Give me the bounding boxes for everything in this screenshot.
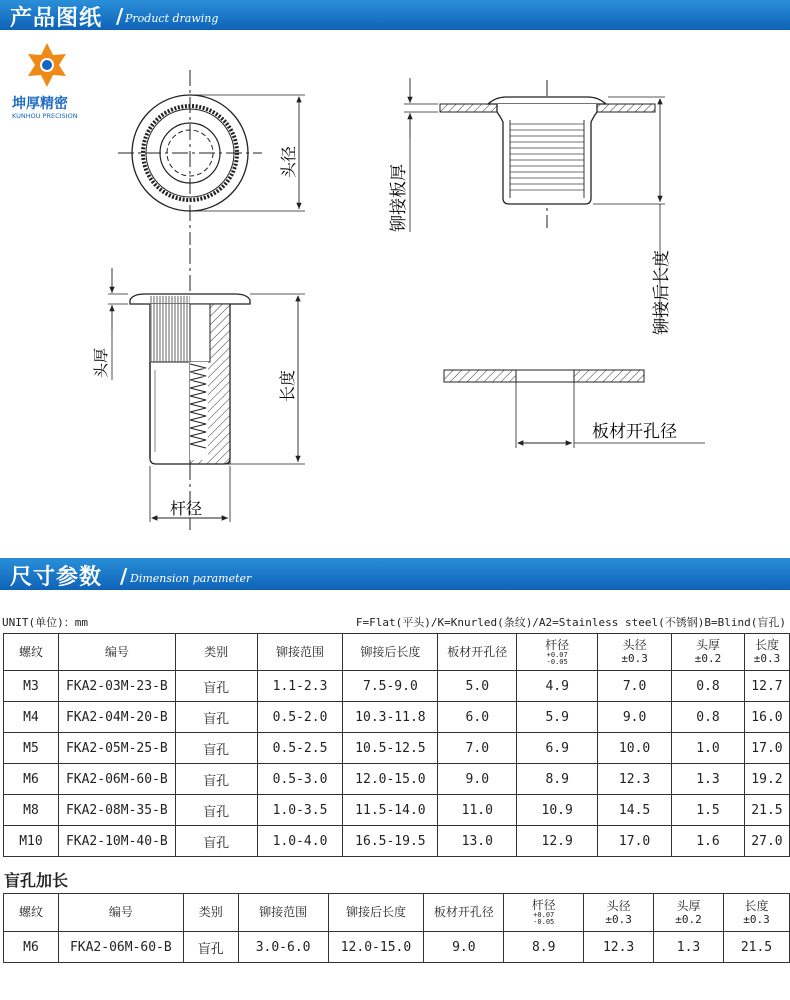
- head-dia-tol: ±0.3: [621, 652, 648, 665]
- cell-length: 12.7: [744, 671, 789, 702]
- cell-after-len: 12.0-15.0: [328, 932, 424, 963]
- cell-head-dia: 12.3: [598, 764, 672, 795]
- cell-shank: 12.9: [517, 826, 598, 857]
- length2-header-text: 长度: [744, 898, 769, 913]
- cell-head-dia: 9.0: [598, 702, 672, 733]
- shank-tol-plus: +0.07: [546, 650, 568, 659]
- col-grip-range: 铆接范围: [257, 634, 343, 671]
- col-shank-diameter: [517, 634, 598, 671]
- head-thickness-label: 头厚: [92, 347, 110, 378]
- cell-grip: 1.0-3.5: [257, 795, 343, 826]
- installed-view: [389, 78, 672, 335]
- extended-dimension-table: [3, 893, 790, 963]
- cell-head-dia: 14.5: [598, 795, 672, 826]
- col-head-diameter: [598, 634, 672, 671]
- cell-hole: 9.0: [424, 932, 504, 963]
- table-row: [4, 795, 790, 826]
- cell-type: 盲孔: [175, 702, 257, 733]
- star-logo-icon: [28, 43, 66, 87]
- cell-length: 19.2: [744, 764, 789, 795]
- cell-head-thick: 0.8: [672, 702, 745, 733]
- col2-length: [723, 894, 789, 932]
- logo-name-cn: 坤厚精密: [12, 96, 68, 112]
- col2-code: 编号: [58, 894, 183, 932]
- col-head-thickness: [672, 634, 745, 671]
- logo-name-en: KUNHOU PRECISION: [12, 112, 78, 120]
- cell-code: FKA2-08M-35-B: [58, 795, 175, 826]
- col2-grip-range: 铆接范围: [238, 894, 328, 932]
- head-dia2-header-text: 头径: [606, 898, 631, 913]
- cell-thread: M5: [4, 733, 59, 764]
- table-row: [4, 671, 790, 702]
- cell-length: 21.5: [723, 932, 789, 963]
- cell-hole: 11.0: [438, 795, 517, 826]
- cell-hole: 6.0: [438, 702, 517, 733]
- length-label: 长度: [278, 369, 297, 402]
- cell-length: 17.0: [744, 733, 789, 764]
- length-after-riveting-label: 铆接后长度: [652, 250, 672, 335]
- banner-title-en: Product drawing: [125, 12, 219, 25]
- shank2-tol-minus: -0.05: [533, 918, 555, 926]
- col2-shank-diameter: [504, 894, 584, 932]
- shank2-tol-plus: +0.07: [533, 911, 555, 919]
- col-length-after: 铆接后长度: [343, 634, 438, 671]
- cell-head-thick: 1.3: [654, 932, 724, 963]
- length-header-text: 长度: [754, 638, 779, 652]
- cell-head-dia: 10.0: [598, 733, 672, 764]
- shank2-header-text: 杆径: [531, 898, 556, 912]
- table-row: [4, 826, 790, 857]
- cell-code: FKA2-03M-23-B: [58, 671, 175, 702]
- cell-thread: M6: [4, 932, 59, 963]
- col2-thread: 螺纹: [4, 894, 59, 932]
- banner-title-cn: 产品图纸: [10, 5, 103, 31]
- cell-shank: 5.9: [517, 702, 598, 733]
- cell-grip: 0.5-2.5: [257, 733, 343, 764]
- shank-tol-minus: -0.05: [546, 657, 568, 666]
- shank-header-text: 杆径: [545, 637, 570, 652]
- top-view: [118, 70, 305, 245]
- table2-header-row: [4, 894, 790, 932]
- cell-hole: 5.0: [438, 671, 517, 702]
- dimension-table: [3, 633, 790, 857]
- cell-after-len: 10.5-12.5: [343, 733, 438, 764]
- product-drawing-banner: 产品图纸 / Product drawing: [0, 0, 790, 30]
- col-length: [744, 634, 789, 671]
- cell-type: 盲孔: [175, 826, 257, 857]
- length-tol: ±0.3: [753, 652, 781, 665]
- plate-thickness-label: 铆接板厚: [389, 164, 409, 232]
- cell-head-dia: 7.0: [598, 671, 672, 702]
- cell-code: FKA2-06M-60-B: [58, 932, 183, 963]
- cell-hole: 9.0: [438, 764, 517, 795]
- table-row: [4, 702, 790, 733]
- extended-blind-subtitle: 盲孔加长: [4, 871, 69, 890]
- cell-shank: 8.9: [504, 932, 584, 963]
- cell-grip: 1.1-2.3: [257, 671, 343, 702]
- col-thread: 螺纹: [4, 634, 59, 671]
- cell-head-dia: 17.0: [598, 826, 672, 857]
- head-dia-header-text: 头径: [622, 638, 647, 652]
- table-header-row: [4, 634, 790, 671]
- col2-hole-diameter: 板材开孔径: [424, 894, 504, 932]
- cell-thread: M6: [4, 764, 59, 795]
- col-type: 类别: [175, 634, 257, 671]
- cell-type: 盲孔: [175, 764, 257, 795]
- cell-grip: 0.5-2.0: [257, 702, 343, 733]
- cell-shank: 4.9: [517, 671, 598, 702]
- side-view: [92, 248, 305, 530]
- cell-length: 16.0: [744, 702, 789, 733]
- cell-thread: M3: [4, 671, 59, 702]
- cell-code: FKA2-10M-40-B: [58, 826, 175, 857]
- abbreviation-legend: F=Flat(平头)/K=Knurled(条纹)/A2=Stainless steel(不锈钢)B=Blind(盲孔): [355, 616, 786, 629]
- cell-code: FKA2-05M-25-B: [58, 733, 175, 764]
- col2-length-after: 铆接后长度: [328, 894, 424, 932]
- cell-type: 盲孔: [183, 932, 238, 963]
- cell-thread: M8: [4, 795, 59, 826]
- cell-after-len: 11.5-14.0: [343, 795, 438, 826]
- cell-grip: 3.0-6.0: [238, 932, 328, 963]
- cell-head-thick: 1.5: [672, 795, 745, 826]
- cell-grip: 1.0-4.0: [257, 826, 343, 857]
- cell-thread: M10: [4, 826, 59, 857]
- cell-hole: 7.0: [438, 733, 517, 764]
- company-logo: [12, 43, 78, 120]
- col2-head-diameter: [584, 894, 654, 932]
- cell-type: 盲孔: [175, 733, 257, 764]
- head-thick2-tol: ±0.2: [675, 912, 702, 926]
- cell-head-dia: 12.3: [584, 932, 654, 963]
- cell-thread: M4: [4, 702, 59, 733]
- cell-head-thick: 1.6: [672, 826, 745, 857]
- shank-diameter-label: 杆径: [170, 499, 203, 518]
- cell-length: 21.5: [744, 795, 789, 826]
- banner2-title-cn: 尺寸参数: [10, 564, 103, 590]
- cell-after-len: 16.5-19.5: [343, 826, 438, 857]
- col-code: 编号: [58, 634, 175, 671]
- product-drawing: [0, 30, 790, 558]
- cell-length: 27.0: [744, 826, 789, 857]
- cell-head-thick: 1.3: [672, 764, 745, 795]
- col-hole-diameter: 板材开孔径: [438, 634, 517, 671]
- cell-after-len: 12.0-15.0: [343, 764, 438, 795]
- table-row: [4, 764, 790, 795]
- cell-after-len: 7.5-9.0: [343, 671, 438, 702]
- cell-hole: 13.0: [438, 826, 517, 857]
- cell-head-thick: 0.8: [672, 671, 745, 702]
- cell-code: FKA2-04M-20-B: [58, 702, 175, 733]
- col2-type: 类别: [183, 894, 238, 932]
- unit-note: UNIT(单位)：mm: [2, 616, 88, 629]
- plate-hole-view: [444, 370, 705, 448]
- col2-head-thickness: [654, 894, 724, 932]
- cell-shank: 8.9: [517, 764, 598, 795]
- table-row: [4, 932, 790, 963]
- cell-type: 盲孔: [175, 671, 257, 702]
- cell-shank: 6.9: [517, 733, 598, 764]
- head-thick-tol: ±0.2: [694, 652, 722, 665]
- cell-after-len: 10.3-11.8: [343, 702, 438, 733]
- head-thick2-header-text: 头厚: [676, 898, 701, 913]
- head-dia2-tol: ±0.3: [605, 912, 632, 926]
- cell-shank: 10.9: [517, 795, 598, 826]
- cell-head-thick: 1.0: [672, 733, 745, 764]
- dimension-parameter-banner: 尺寸参数 / Dimension parameter: [0, 558, 790, 590]
- banner2-title-en: Dimension parameter: [130, 572, 252, 585]
- cell-grip: 0.5-3.0: [257, 764, 343, 795]
- cell-type: 盲孔: [175, 795, 257, 826]
- plate-hole-diameter-label: 板材开孔径: [592, 422, 677, 442]
- head-thick-header-text: 头厚: [695, 638, 720, 652]
- cell-code: FKA2-06M-60-B: [58, 764, 175, 795]
- head-diameter-label: 头径: [279, 145, 298, 178]
- length2-tol: ±0.3: [743, 912, 770, 926]
- table-row: [4, 733, 790, 764]
